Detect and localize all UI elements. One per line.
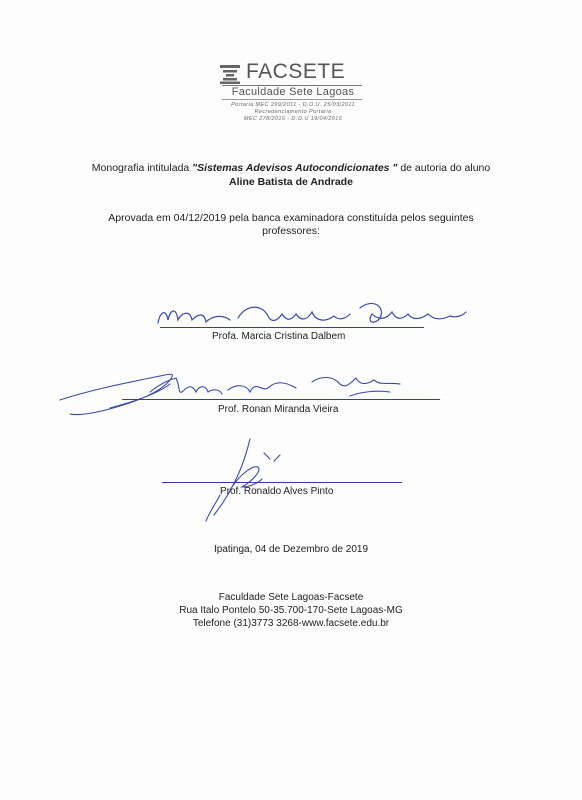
approval-line-2: professores: [262,225,320,237]
signature-line-3 [162,482,402,483]
monograph-statement [0,162,582,174]
logo-divider [222,99,362,100]
monograph-title: "Sistemas Adevisos Autocondicionates " [192,162,398,174]
logo-ordinance: MEC 278/2016 - D.O.U 19/04/2016 [243,116,343,122]
committee-member-1: Profa. Marcia Cristina Dalbem [212,331,346,342]
approval-line-1: Aprovada em 04/12/2019 pela banca examinadora constituída pelos seguintes [108,212,474,224]
statement-prefix: Monografia intitulada [91,162,193,174]
signature-line-1 [160,327,424,328]
logo-authorization: Portaria MEC 299/2011 - D.O.U. 25/03/2011 [231,102,355,108]
facsete-logo [218,60,368,140]
place-date: Ipatinga, 04 de Dezembro de 2019 [214,544,368,555]
signature-1 [150,290,470,335]
logo-subtitle: Faculdade Sete Lagoas [231,86,355,98]
footer-contact: Telefone (31)3773 3268-www.facsete.edu.br [192,618,390,629]
logo-recredential: Recredenciamento Portaria [254,109,332,115]
footer-address: Rua Italo Pontelo 50-35.700-170-Sete Lagoas-MG [179,605,403,616]
author-name: Aline Batista de Andrade [229,176,353,188]
footer-institution: Faculdade Sete Lagoas-Facsete [218,592,364,603]
statement-suffix: de autoria do aluno [397,162,491,174]
committee-member-3: Prof. Ronaldo Alves Pinto [220,486,334,497]
facsete-emblem-icon [220,64,242,84]
logo-name: FACSETE [246,60,346,83]
committee-member-2: Prof. Ronan Miranda Vieira [218,404,339,415]
signature-line-2 [122,399,440,400]
